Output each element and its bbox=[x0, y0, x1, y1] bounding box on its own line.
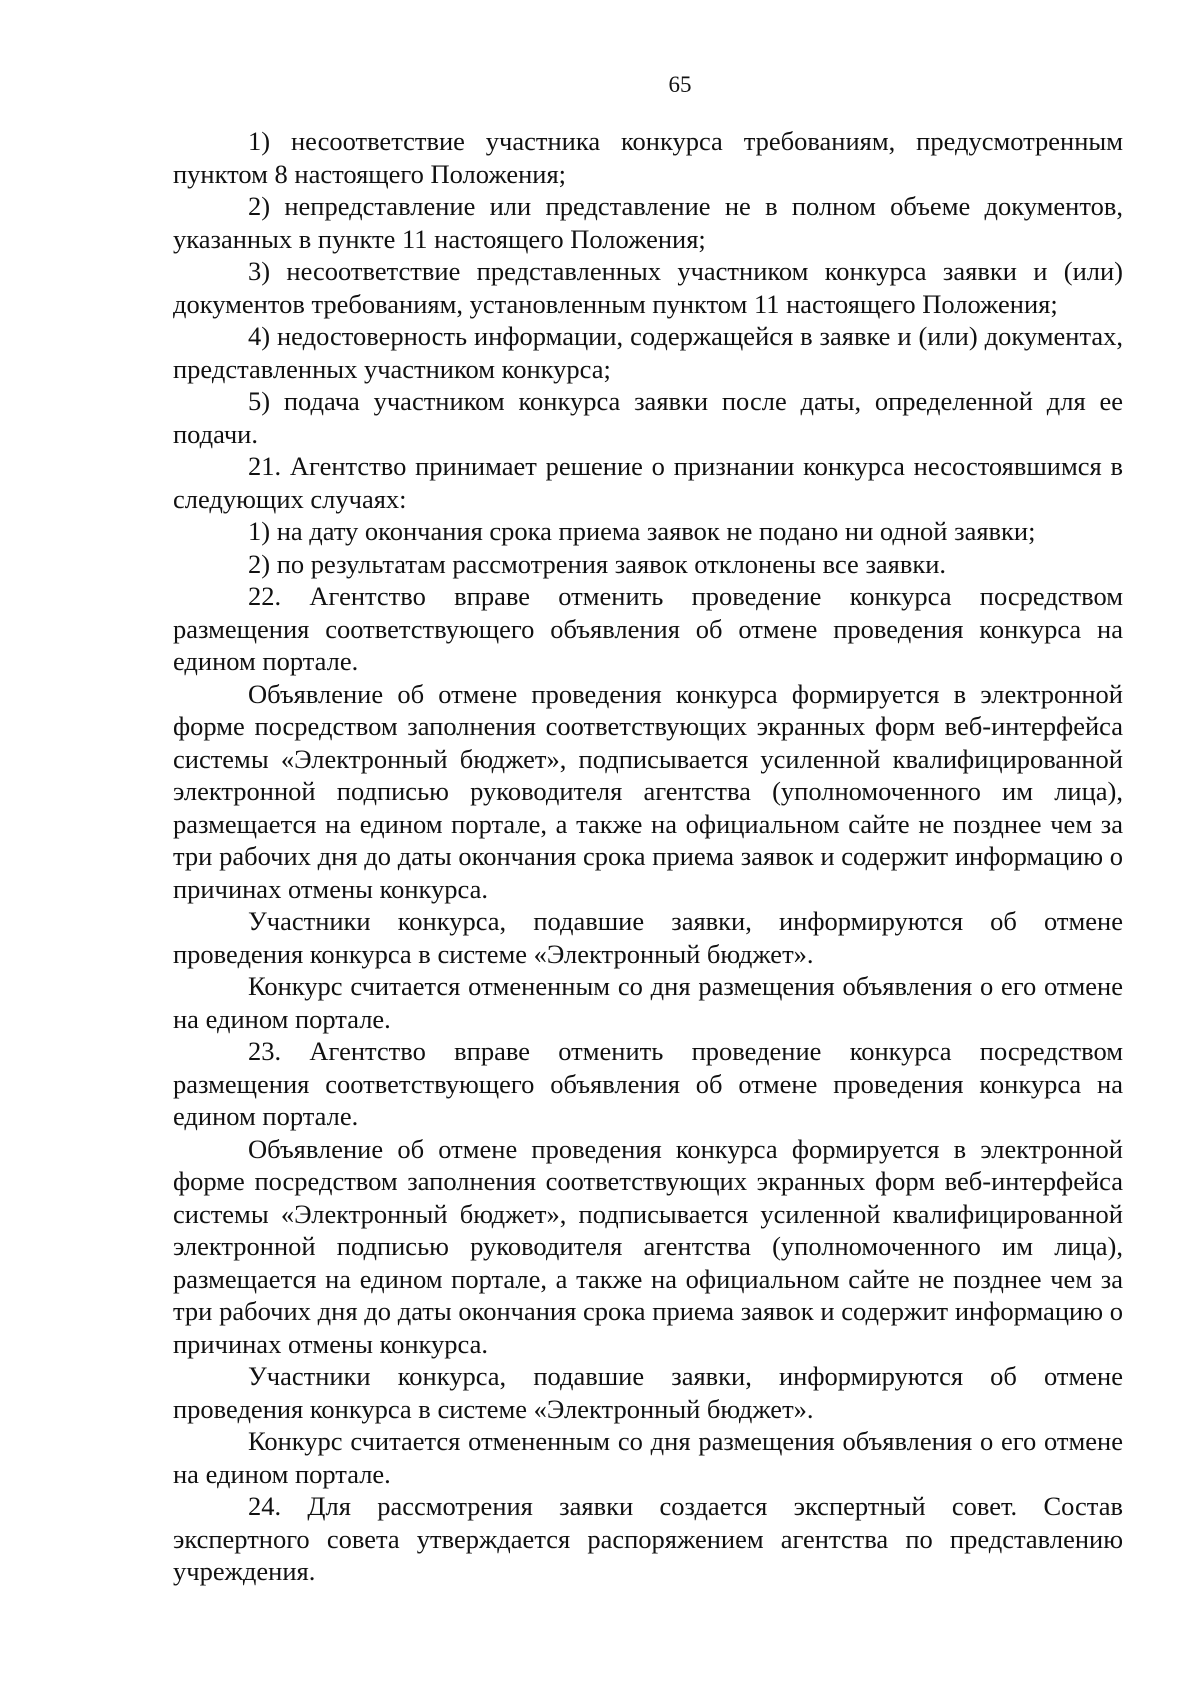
paragraph: Конкурс считается отмененным со дня размещения объявления о его отмене на едином портале. bbox=[173, 1426, 1123, 1489]
paragraph: Конкурс считается отмененным со дня размещения объявления о его отмене на едином портале. bbox=[173, 971, 1123, 1034]
paragraph: 1) несоответствие участника конкурса требованиям, предусмотренным пунктом 8 настоящего Положения; bbox=[173, 126, 1123, 189]
paragraph: 21. Агентство принимает решение о признании конкурса несостоявшимся в следующих случаях: bbox=[173, 451, 1123, 514]
page-number: 65 bbox=[668, 72, 692, 97]
paragraph: Объявление об отмене проведения конкурса формируется в электронной форме посредством заполнения соответствующих экранных форм веб-интерфейса системы «Электронный бюджет», подписывается усиленной квалифицированной электронной подписью руководителя агентства (уполномоченного им лица), размещается на едином портале, а также на официальном сайте не позднее чем за три рабочих дня до даты окончания срока приема заявок и содержит информацию о причинах отмены конкурса. bbox=[173, 1133, 1123, 1359]
paragraph: 3) несоответствие представленных участником конкурса заявки и (или) документов требованиям, установленным пунктом 11 настоящего Положения; bbox=[173, 256, 1123, 319]
paragraph: 1) на дату окончания срока приема заявок не подано ни одной заявки; bbox=[248, 516, 1036, 546]
paragraph: 23. Агентство вправе отменить проведение конкурса посредством размещения соответствующего объявления об отмене проведения конкурса на едином портале. bbox=[173, 1036, 1123, 1131]
paragraph: 4) недостоверность информации, содержащейся в заявке и (или) документах, представленных участником конкурса; bbox=[173, 321, 1123, 384]
paragraph: Участники конкурса, подавшие заявки, информируются об отмене проведения конкурса в системе «Электронный бюджет». bbox=[173, 1361, 1123, 1424]
paragraph: 24. Для рассмотрения заявки создается экспертный совет. Состав экспертного совета утверждается распоряжением агентства по представлению учреждения. bbox=[173, 1491, 1123, 1586]
paragraph: Объявление об отмене проведения конкурса формируется в электронной форме посредством заполнения соответствующих экранных форм веб-интерфейса системы «Электронный бюджет», подписывается усиленной квалифицированной электронной подписью руководителя агентства (уполномоченного им лица), размещается на едином портале, а также на официальном сайте не позднее чем за три рабочих дня до даты окончания срока приема заявок и содержит информацию о причинах отмены конкурса. bbox=[173, 678, 1123, 904]
paragraph: 22. Агентство вправе отменить проведение конкурса посредством размещения соответствующего объявления об отмене проведения конкурса на едином портале. bbox=[173, 581, 1123, 676]
paragraph: 5) подача участником конкурса заявки после даты, определенной для ее подачи. bbox=[173, 386, 1123, 449]
paragraph: 2) непредставление или представление не в полном объеме документов, указанных в пункте 11 настоящего Положения; bbox=[173, 191, 1123, 254]
document-body bbox=[173, 125, 1123, 1588]
paragraph: Участники конкурса, подавшие заявки, информируются об отмене проведения конкурса в системе «Электронный бюджет». bbox=[173, 906, 1123, 969]
paragraph: 2) по результатам рассмотрения заявок отклонены все заявки. bbox=[248, 548, 947, 579]
